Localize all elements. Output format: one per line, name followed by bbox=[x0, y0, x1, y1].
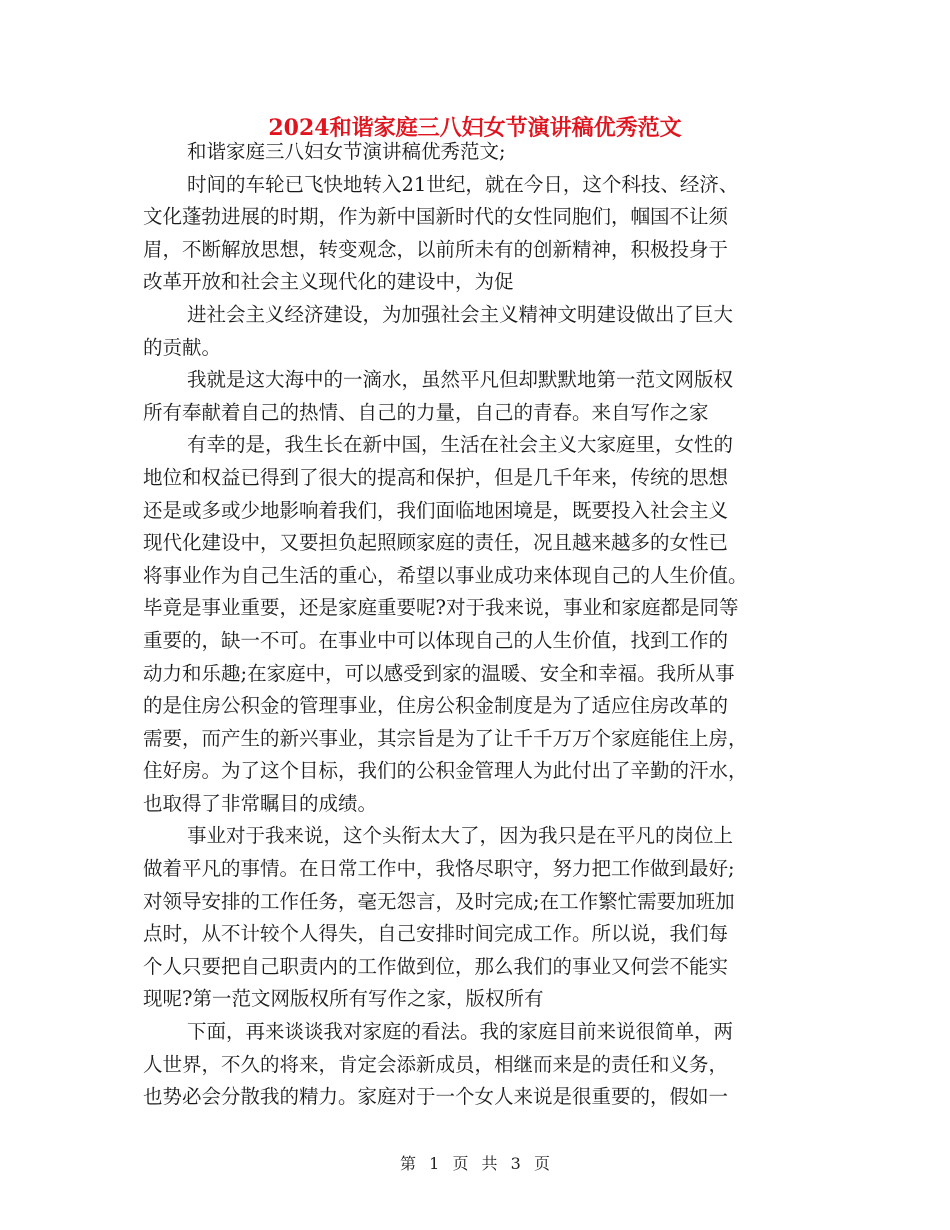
text-line: 人世界，不久的将来，肯定会添新成员，相继而来是的责任和义务， bbox=[143, 1052, 729, 1076]
text-line: 现代化建设中，又要担负起照顾家庭的责任，况且越来越多的女性已 bbox=[143, 531, 729, 555]
text-line: 重要的，缺一不可。在事业中可以体现自己的人生价值，找到工作的 bbox=[143, 628, 729, 652]
text-line: 也取得了非常瞩目的成绩。 bbox=[143, 791, 378, 815]
text-line: 个人只要把自己职责内的工作做到位，那么我们的事业又何尝不能实 bbox=[143, 954, 729, 978]
page-footer bbox=[0, 1152, 950, 1176]
text-line: 点时，从不计较个人得失，自己安排时间完成工作。所以说，我们每 bbox=[143, 922, 729, 946]
text-line: 动力和乐趣;在家庭中，可以感受到家的温暖、安全和幸福。我所从事 bbox=[143, 661, 735, 685]
text-line: 事业对于我来说，这个头衔太大了，因为我只是在平凡的岗位上 bbox=[187, 824, 734, 848]
footer-label-ye-2: 页 bbox=[533, 1154, 550, 1173]
text-line: 需要，而产生的新兴事业，其宗旨是为了让千千万万个家庭能住上房， bbox=[143, 726, 748, 750]
text-line: 毕竟是事业重要，还是家庭重要呢?对于我来说，事业和家庭都是同等 bbox=[143, 596, 739, 620]
text-line: 所有奉献着自己的热情、自己的力量，自己的青春。来自写作之家 bbox=[143, 400, 709, 424]
footer-label-gong: 共 bbox=[481, 1154, 498, 1173]
text-line: 做着平凡的事情。在日常工作中，我恪尽职守，努力把工作做到最好; bbox=[143, 857, 735, 881]
text-line: 还是或多或少地影响着我们，我们面临地困境是，既要投入社会主义 bbox=[143, 498, 729, 522]
text-line: 改革开放和社会主义现代化的建设中，为促 bbox=[143, 270, 514, 294]
text-line: 也势必会分散我的精力。家庭对于一个女人来说是很重要的，假如一 bbox=[143, 1085, 729, 1109]
footer-current-page: 1 bbox=[429, 1154, 440, 1173]
text-line: 下面，再来谈谈我对家庭的看法。我的家庭目前来说很简单，两 bbox=[187, 1020, 734, 1044]
text-line: 时间的车轮已飞快地转入21世纪，就在今日，这个科技、经济、 bbox=[187, 172, 739, 196]
text-line: 地位和权益已得到了很大的提高和保护，但是几千年来，传统的思想 bbox=[143, 465, 729, 489]
footer-label-di: 第 bbox=[400, 1154, 417, 1173]
text-line: 将事业作为自己生活的重心，希望以事业成功来体现自己的人生价值。 bbox=[143, 563, 748, 587]
text-line: 的贡献。 bbox=[143, 335, 222, 359]
footer-total-pages: 3 bbox=[510, 1154, 521, 1173]
text-line: 文化蓬勃进展的时期，作为新中国新时代的女性同胞们，帼国不让须 bbox=[143, 205, 729, 229]
text-line: 眉，不断解放思想，转变观念，以前所未有的创新精神，积极投身于 bbox=[143, 237, 729, 261]
text-line: 的是住房公积金的管理事业，住房公积金制度是为了适应住房改革的 bbox=[143, 694, 729, 718]
text-line: 住好房。为了这个目标，我们的公积金管理人为此付出了辛勤的汗水， bbox=[143, 759, 748, 783]
text-line: 有幸的是，我生长在新中国，生活在社会主义大家庭里，女性的 bbox=[187, 433, 734, 457]
text-line: 和谐家庭三八妇女节演讲稿优秀范文; bbox=[187, 140, 506, 163]
text-line: 我就是这大海中的一滴水，虽然平凡但却默默地第一范文网版权 bbox=[187, 368, 734, 392]
document-body bbox=[143, 136, 803, 1114]
text-line: 现呢?第一范文网版权所有写作之家，版权所有 bbox=[143, 987, 544, 1011]
text-line: 进社会主义经济建设，为加强社会主义精神文明建设做出了巨大 bbox=[187, 302, 734, 326]
footer-label-ye: 页 bbox=[452, 1154, 469, 1173]
document-title: 2024和谐家庭三八妇女节演讲稿优秀范文 bbox=[268, 115, 682, 141]
text-line: 对领导安排的工作任务，毫无怨言，及时完成;在工作繁忙需要加班加 bbox=[143, 889, 735, 913]
